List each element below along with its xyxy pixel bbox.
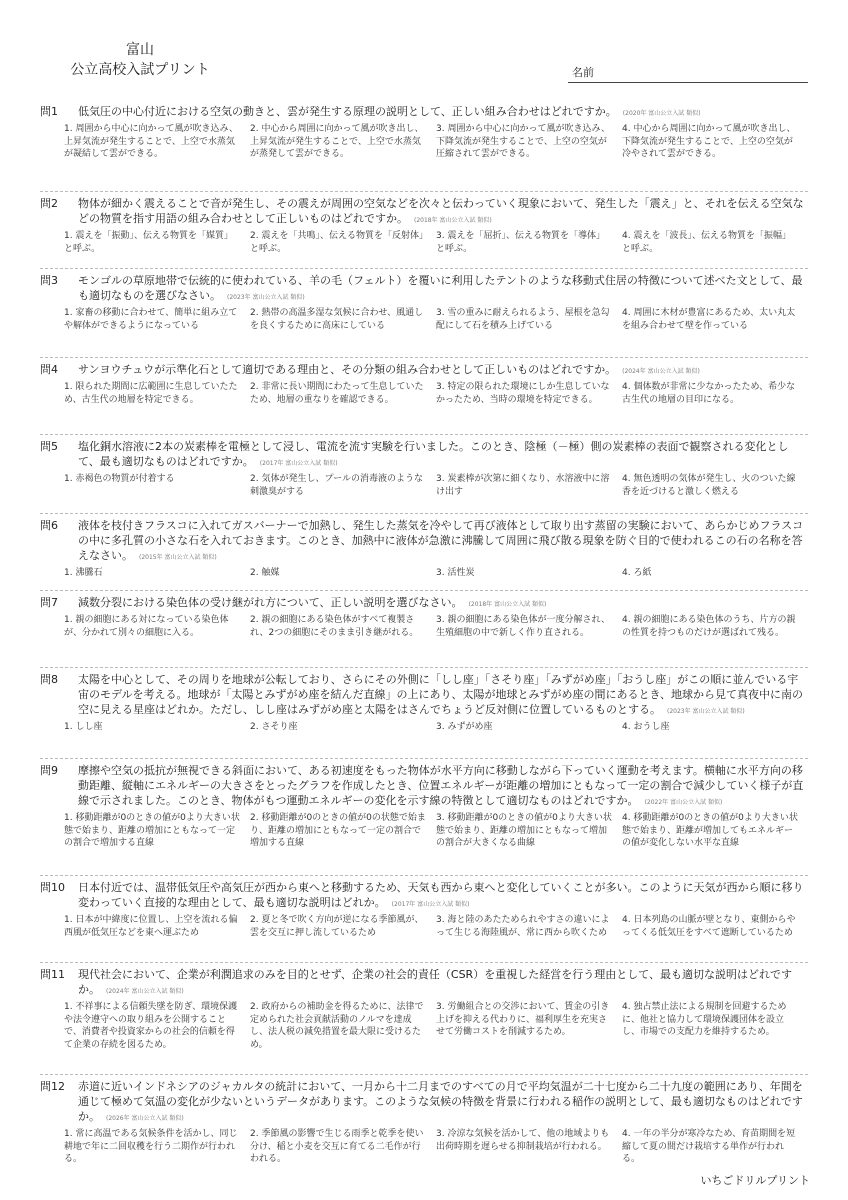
- option-3[interactable]: 3. 震えを「屈折」、伝える物質を「導体」と呼ぶ。: [436, 231, 605, 254]
- option-2[interactable]: 2. 気体が発生し、プールの消毒液のような刺激臭がする: [250, 474, 423, 497]
- question-5: [40, 435, 808, 514]
- option-3[interactable]: 3. 親の細胞にある染色体が一度分解され、生殖細胞の中で新しく作り直される。: [436, 615, 610, 638]
- question-number: 問11: [40, 968, 65, 981]
- question-number: 問6: [40, 519, 58, 532]
- option-1[interactable]: 1. 赤褐色の物質が付着する: [64, 474, 175, 484]
- question-source: (2017年 富山公立入試 類似): [259, 460, 338, 467]
- question-number: 問12: [40, 1080, 65, 1093]
- option-4[interactable]: 4. 震えを「波長」、伝える物質を「振幅」と呼ぶ。: [622, 231, 791, 254]
- options-row: [64, 812, 808, 850]
- question-number: 問8: [40, 673, 58, 686]
- question-source: (2015年 富山公立入試 類似): [139, 554, 217, 561]
- question-number: 問5: [40, 440, 58, 453]
- option-4[interactable]: 4. 一年の半分が寒冷なため、育苗期間を短縮して夏の間だけ栽培する単作が行われる。: [622, 1129, 796, 1164]
- option-4[interactable]: 4. 日本列島の山脈が壁となり、東側からやってくる低気圧をすべて遮断しているため: [622, 915, 796, 938]
- question-text: サンヨウチュウが示準化石として適切である理由と、その分類の組み合わせとして正しいものはどれですか。 (2024年 富山公立入試 類似): [78, 363, 700, 376]
- options-row: [64, 1001, 808, 1051]
- option-2[interactable]: 2. 触媒: [250, 568, 280, 578]
- option-3[interactable]: 3. 周囲から中心に向かって風が吹き込み、下降気流が発生することで、上空の空気が圧縮されて雲ができる。: [436, 124, 610, 159]
- option-4[interactable]: 4. 親の細胞にある染色体のうち、片方の親の性質を持つものだけが選ばれて残る。: [622, 615, 796, 638]
- question-1: [40, 101, 808, 192]
- question-source: (2024年 富山公立入試 類似): [622, 368, 700, 375]
- question-text: 物体が細かく震えることで音が発生し、その震えが周囲の空気などを次々と伝わっていく現象において、発生した「震え」と、それを伝える空気などの物質を指す用語の組み合わせとして正しいものはどれですか。 (2018年 富山公立入試 類似): [78, 197, 804, 225]
- question-source: (2017年 富山公立入試 類似): [391, 901, 470, 908]
- options-row: [64, 230, 808, 255]
- question-text: 摩擦や空気の抵抗が無視できる斜面において、ある初速度をもった物体が水平方向に移動しながら下っていく運動を考えます。横軸に水平方向の移動距離、縦軸にエネルギーの大きさをとったグラフを作成したとき、位置エネルギーが距離の増加にともなって一定の割合で減少していく様子が直線で示されました。このとき、物体がもつ運動エネルギーの変化を示す線の特徴として適切なものはどれですか。 (2022年 富山公立入試 類似): [78, 764, 804, 807]
- question-number: 問3: [40, 274, 58, 287]
- option-1[interactable]: 1. 常に高温である気候条件を活かし、同じ耕地で年に二回収穫を行う二期作が行われる。: [64, 1129, 238, 1164]
- option-3[interactable]: 3. 移動距離が0のときの値が0より大きい状態で始まり、距離の増加にともなって増加の割合が大きくなる曲線: [436, 813, 612, 848]
- question-11: [40, 963, 808, 1075]
- options-row: [64, 567, 808, 580]
- option-4[interactable]: 4. 中心から周囲に向かって風が吹き出し、下降気流が発生することで、上空の空気が冷やされて雲ができる。: [622, 124, 796, 159]
- print-title: 公立高校入試プリント: [70, 62, 210, 78]
- option-2[interactable]: 2. 政府からの補助金を得るために、法律で定められた社会貢献活動のノルマを達成し、法人税の減免措置を最大限に受けるため。: [250, 1002, 424, 1050]
- question-source: (2022年 富山公立入試 類似): [644, 799, 723, 806]
- option-1[interactable]: 1. 不祥事による信頼失墜を防ぎ、環境保護や法令遵守への取り組みを公開することで、消費者や投資家からの社会的信頼を得て企業の存続を図るため。: [64, 1002, 238, 1050]
- option-1[interactable]: 1. しし座: [64, 722, 103, 732]
- options-row: [64, 381, 808, 406]
- question-number: 問7: [40, 596, 58, 609]
- question-number: 問2: [40, 197, 58, 210]
- option-3[interactable]: 3. 活性炭: [436, 568, 475, 578]
- option-2[interactable]: 2. 移動距離が0のときの値が0の状態で始まり、距離の増加にともなって一定の割合で増加する直線: [250, 813, 426, 848]
- option-4[interactable]: 4. 移動距離が0のときの値が0より大きい状態で始まり、距離が増加してもエネルギーの値が変化しない水平な直線: [622, 813, 798, 848]
- question-text: 太陽を中心として、その周りを地球が公転しており、さらにその外側に「しし座」「さそり座」「みずがめ座」「おうし座」がこの順に並んでいる宇宙のモデルを考える。地球が「太陽とみずがめ座を結んだ直線」の上にあり、太陽が地球とみずがめ座の間にあるとき、地球から見て真夜中に南の空に見える星座はどれか。ただし、しし座はみずがめ座と太陽をはさんでちょうど反対側に位置しているものとする。 (2023年 富山公立入試 類似): [78, 673, 804, 716]
- option-1[interactable]: 1. 周囲から中心に向かって風が吹き込み、上昇気流が発生することで、上空で水蒸気が凝結して雲ができる。: [64, 124, 238, 159]
- title-block: [40, 40, 240, 80]
- name-label: 名前: [572, 66, 594, 79]
- option-2[interactable]: 2. 非常に長い期間にわたって生息していたため、地層の重なりを確認できる。: [250, 382, 424, 405]
- question-12: [40, 1075, 808, 1175]
- question-text: 日本付近では、温帯低気圧や高気圧が西から東へと移動するため、天気も西から東へと変化していくことが多い。このように天気が西から順に移り変わっていく直接的な理由として、最も適切な説明はどれか。 (2017年 富山公立入試 類似): [78, 881, 804, 909]
- option-3[interactable]: 3. 冷涼な気候を活かして、他の地域よりも出荷時期を遅らせる抑制栽培が行われる。: [436, 1129, 610, 1152]
- question-10: [40, 876, 808, 963]
- question-8: [40, 668, 808, 759]
- option-4[interactable]: 4. 周囲に木材が豊富にあるため、太い丸太を組み合わせて壁を作っている: [622, 308, 796, 331]
- question-7: [40, 591, 808, 668]
- option-1[interactable]: 1. 移動距離が0のときの値が0より大きい状態で始まり、距離の増加にともなって一定の割合で増加する直線: [64, 813, 240, 848]
- options-row: [64, 307, 808, 332]
- options-row: [64, 1128, 808, 1166]
- option-3[interactable]: 3. 海と陸のあたためられやすさの違いによって生じる海陸風が、常に西から吹くため: [436, 915, 610, 938]
- option-2[interactable]: 2. 震えを「共鳴」、伝える物質を「反射体」と呼ぶ。: [250, 231, 424, 254]
- question-number: 問4: [40, 363, 58, 376]
- option-2[interactable]: 2. 熱帯の高温多湿な気候に合わせ、風通しを良くするために高床にしている: [250, 308, 424, 331]
- option-2[interactable]: 2. 夏と冬で吹く方向が逆になる季節風が、雲を交互に押し流しているため: [250, 915, 424, 938]
- question-3: [40, 269, 808, 358]
- options-row: [64, 914, 808, 939]
- question-text: 塩化銅水溶液に2本の炭素棒を電極として浸し、電流を流す実験を行いました。このとき、陰極（－極）側の炭素棒の表面で観察される変化として、最も適切なものはどれですか。 (2017年 富山公立入試 類似): [78, 440, 789, 468]
- option-3[interactable]: 3. 雪の重みに耐えられるよう、屋根を急勾配にして石を積み上げている: [436, 308, 610, 331]
- question-source: (2018年 富山公立入試 類似): [414, 217, 492, 224]
- question-number: 問1: [40, 105, 58, 118]
- question-source: (2020年 富山公立入試 類似): [622, 110, 701, 117]
- options-row: [64, 473, 808, 498]
- question-text: モンゴルの草原地帯で伝統的に使われている、羊の毛（フェルト）を覆いに利用したテントのような移動式住居の特徴について述べた文として、最も適切なものを選びなさい。 (2023年 富山公立入試 類似): [78, 274, 803, 302]
- option-4[interactable]: 4. ろ紙: [622, 568, 652, 578]
- options-row: [64, 123, 808, 161]
- page-header: [0, 0, 848, 100]
- option-2[interactable]: 2. さそり座: [250, 722, 298, 732]
- question-text: 低気圧の中心付近における空気の動きと、雲が発生する原理の説明として、正しい組み合わせはどれですか。 (2020年 富山公立入試 類似): [78, 105, 701, 118]
- option-1[interactable]: 1. 親の細胞にある対になっている染色体が、分かれて別々の細胞に入る。: [64, 615, 229, 638]
- question-source: (2023年 富山公立入試 類似): [667, 708, 745, 715]
- option-4[interactable]: 4. 独占禁止法による規制を回避するために、他社と協力して環境保護団体を設立し、市場での支配力を維持するため。: [622, 1002, 787, 1037]
- question-source: (2018年 富山公立入試 類似): [468, 601, 547, 608]
- option-1[interactable]: 1. 沸騰石: [64, 568, 103, 578]
- options-row: [64, 614, 808, 639]
- footer-brand: いちごドリルプリント: [700, 1174, 810, 1187]
- option-3[interactable]: 3. 特定の限られた環境にしか生息していなかったため、当時の環境を特定できる。: [436, 382, 610, 405]
- option-4[interactable]: 4. 無色透明の気体が発生し、火のついた線香を近づけると激しく燃える: [622, 474, 796, 497]
- option-2[interactable]: 2. 中心から周囲に向かって風が吹き出し、上昇気流が発生することで、上空で水蒸気が蒸発して雲ができる。: [250, 124, 424, 159]
- question-text: 減数分裂における染色体の受け継がれ方について、正しい説明を選びなさい。 (2018年 富山公立入試 類似): [78, 596, 547, 609]
- question-2: [40, 192, 808, 269]
- option-3[interactable]: 3. 労働組合との交渉において、賃金の引き上げを抑える代わりに、福利厚生を充実させて労働コストを削減するため。: [436, 1002, 610, 1037]
- option-1[interactable]: 1. 家畜の移動に合わせて、簡単に組み立てや解体ができるようになっている: [64, 308, 238, 331]
- question-text: 液体を枝付きフラスコに入れてガスバーナーで加熱し、発生した蒸気を冷やして再び液体として取り出す蒸留の実験において、あらかじめフラスコの中に多孔質の小さな石を入れておきます。このとき、加熱中に液体が急激に沸騰して周囲に飛び散る現象を防ぐ目的で使われるこの石の名称を答えなさい。 (2015年 富山公立入試 類似): [78, 519, 804, 562]
- option-1[interactable]: 1. 限られた期間に広範囲に生息していたため、古生代の地層を特定できる。: [64, 382, 238, 405]
- option-1[interactable]: 1. 震えを「振動」、伝える物質を「媒質」と呼ぶ。: [64, 231, 233, 254]
- option-4[interactable]: 4. 個体数が非常に少なかったため、希少な古生代の地層の目印になる。: [622, 382, 796, 405]
- question-text: 現代社会において、企業が利潤追求のみを目的とせず、企業の社会的責任（CSR）を重視した経営を行う理由として、最も適切な説明はどれですか。 (2024年 富山公立入試 類似): [78, 968, 792, 996]
- option-2[interactable]: 2. 季節風の影響で生じる雨季と乾季を使い分け、稲と小麦を交互に育てる二毛作が行われる。: [250, 1129, 424, 1164]
- question-source: (2024年 富山公立入試 類似): [106, 988, 184, 995]
- prefecture-title: 富山: [126, 42, 154, 58]
- option-3[interactable]: 3. みずがめ座: [436, 722, 493, 732]
- question-6: [40, 514, 808, 591]
- question-source: (2023年 富山公立入試 類似): [227, 294, 305, 301]
- question-list: [40, 101, 808, 1175]
- question-source: (2026年 富山公立入試 類似): [106, 1115, 184, 1122]
- question-4: [40, 358, 808, 435]
- option-4[interactable]: 4. おうし座: [622, 722, 670, 732]
- option-2[interactable]: 2. 親の細胞にある染色体がすべて複製され、2つの細胞にそのまま引き継がれる。: [250, 615, 419, 638]
- option-1[interactable]: 1. 日本が中緯度に位置し、上空を流れる偏西風が低気圧などを東へ運ぶため: [64, 915, 238, 938]
- name-field[interactable]: [568, 62, 808, 83]
- options-row: [64, 721, 808, 734]
- question-number: 問9: [40, 764, 58, 777]
- question-number: 問10: [40, 881, 65, 894]
- question-text: 赤道に近いインドネシアのジャカルタの統計において、一月から十二月までのすべての月で平均気温が二十七度から二十九度の範囲にあり、年間を通じて極めて気温の変化が少ないというデータがあります。このような気候の特徴を背景に行われる稲作の説明として、最も適切なものはどれですか。 (2026年 富山公立入試 類似): [78, 1080, 803, 1123]
- option-3[interactable]: 3. 炭素棒が次第に細くなり、水溶液中に溶け出す: [436, 474, 610, 497]
- question-9: [40, 759, 808, 876]
